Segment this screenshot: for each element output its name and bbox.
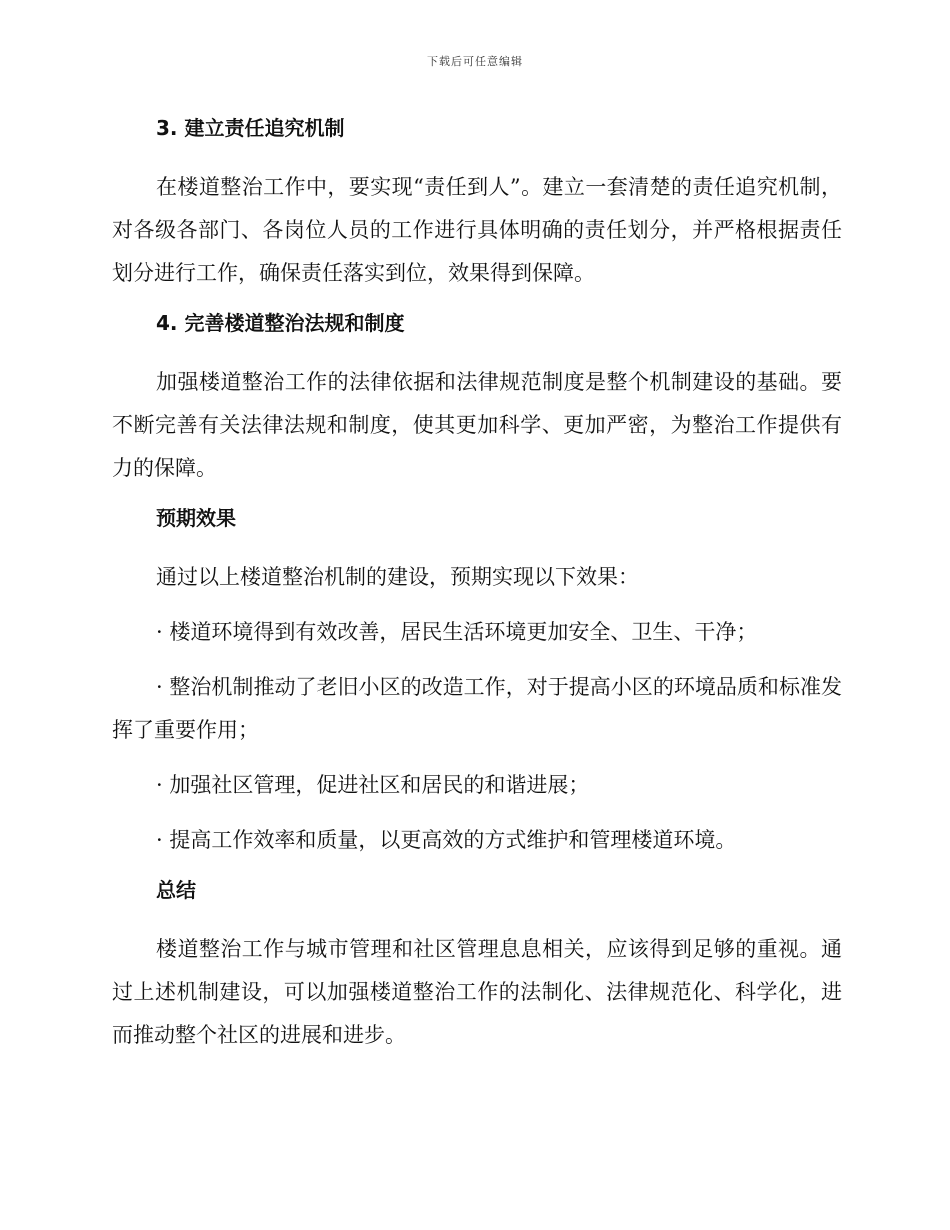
expected-effect-item: · 楼道环境得到有效改善，居民生活环境更加安全、卫生、干净； xyxy=(156,620,758,644)
document-body xyxy=(112,112,842,1057)
expected-effect-item: · 整治机制推动了老旧小区的改造工作，对于提高小区的环境品质和标准发挥了重要作用； xyxy=(112,675,842,742)
expected-effect-item: · 加强社区管理，促进社区和居民的和谐进展； xyxy=(156,773,590,797)
expected-effects-intro: 通过以上楼道整治机制的建设，预期实现以下效果： xyxy=(156,565,639,589)
expected-effects-heading: 预期效果 xyxy=(156,506,236,530)
header-note: 下载后可任意编辑 xyxy=(427,55,523,68)
section-4-heading: 4. 完善楼道整治法规和制度 xyxy=(156,311,405,335)
summary-paragraph: 楼道整治工作与城市管理和社区管理息息相关，应该得到足够的重视。通过上述机制建设，可以加强楼道整治工作的法制化、法律规范化、科学化，进而推动整个社区的进展和进步。 xyxy=(112,937,842,1047)
section-3-paragraph: 在楼道整治工作中，要实现“责任到人”。建立一套清楚的责任追究机制，对各级各部门、各岗位人员的工作进行具体明确的责任划分，并严格根据责任划分进行工作，确保责任落实到位，效果得到保障。 xyxy=(112,175,842,285)
section-4-paragraph: 加强楼道整治工作的法律依据和法律规范制度是整个机制建设的基础。要不断完善有关法律法规和制度，使其更加科学、更加严密，为整治工作提供有力的保障。 xyxy=(112,370,842,480)
expected-effect-item: · 提高工作效率和质量，以更高效的方式维护和管理楼道环境。 xyxy=(156,828,737,852)
summary-heading: 总结 xyxy=(156,878,196,902)
section-3-heading: 3. 建立责任追究机制 xyxy=(156,116,345,140)
